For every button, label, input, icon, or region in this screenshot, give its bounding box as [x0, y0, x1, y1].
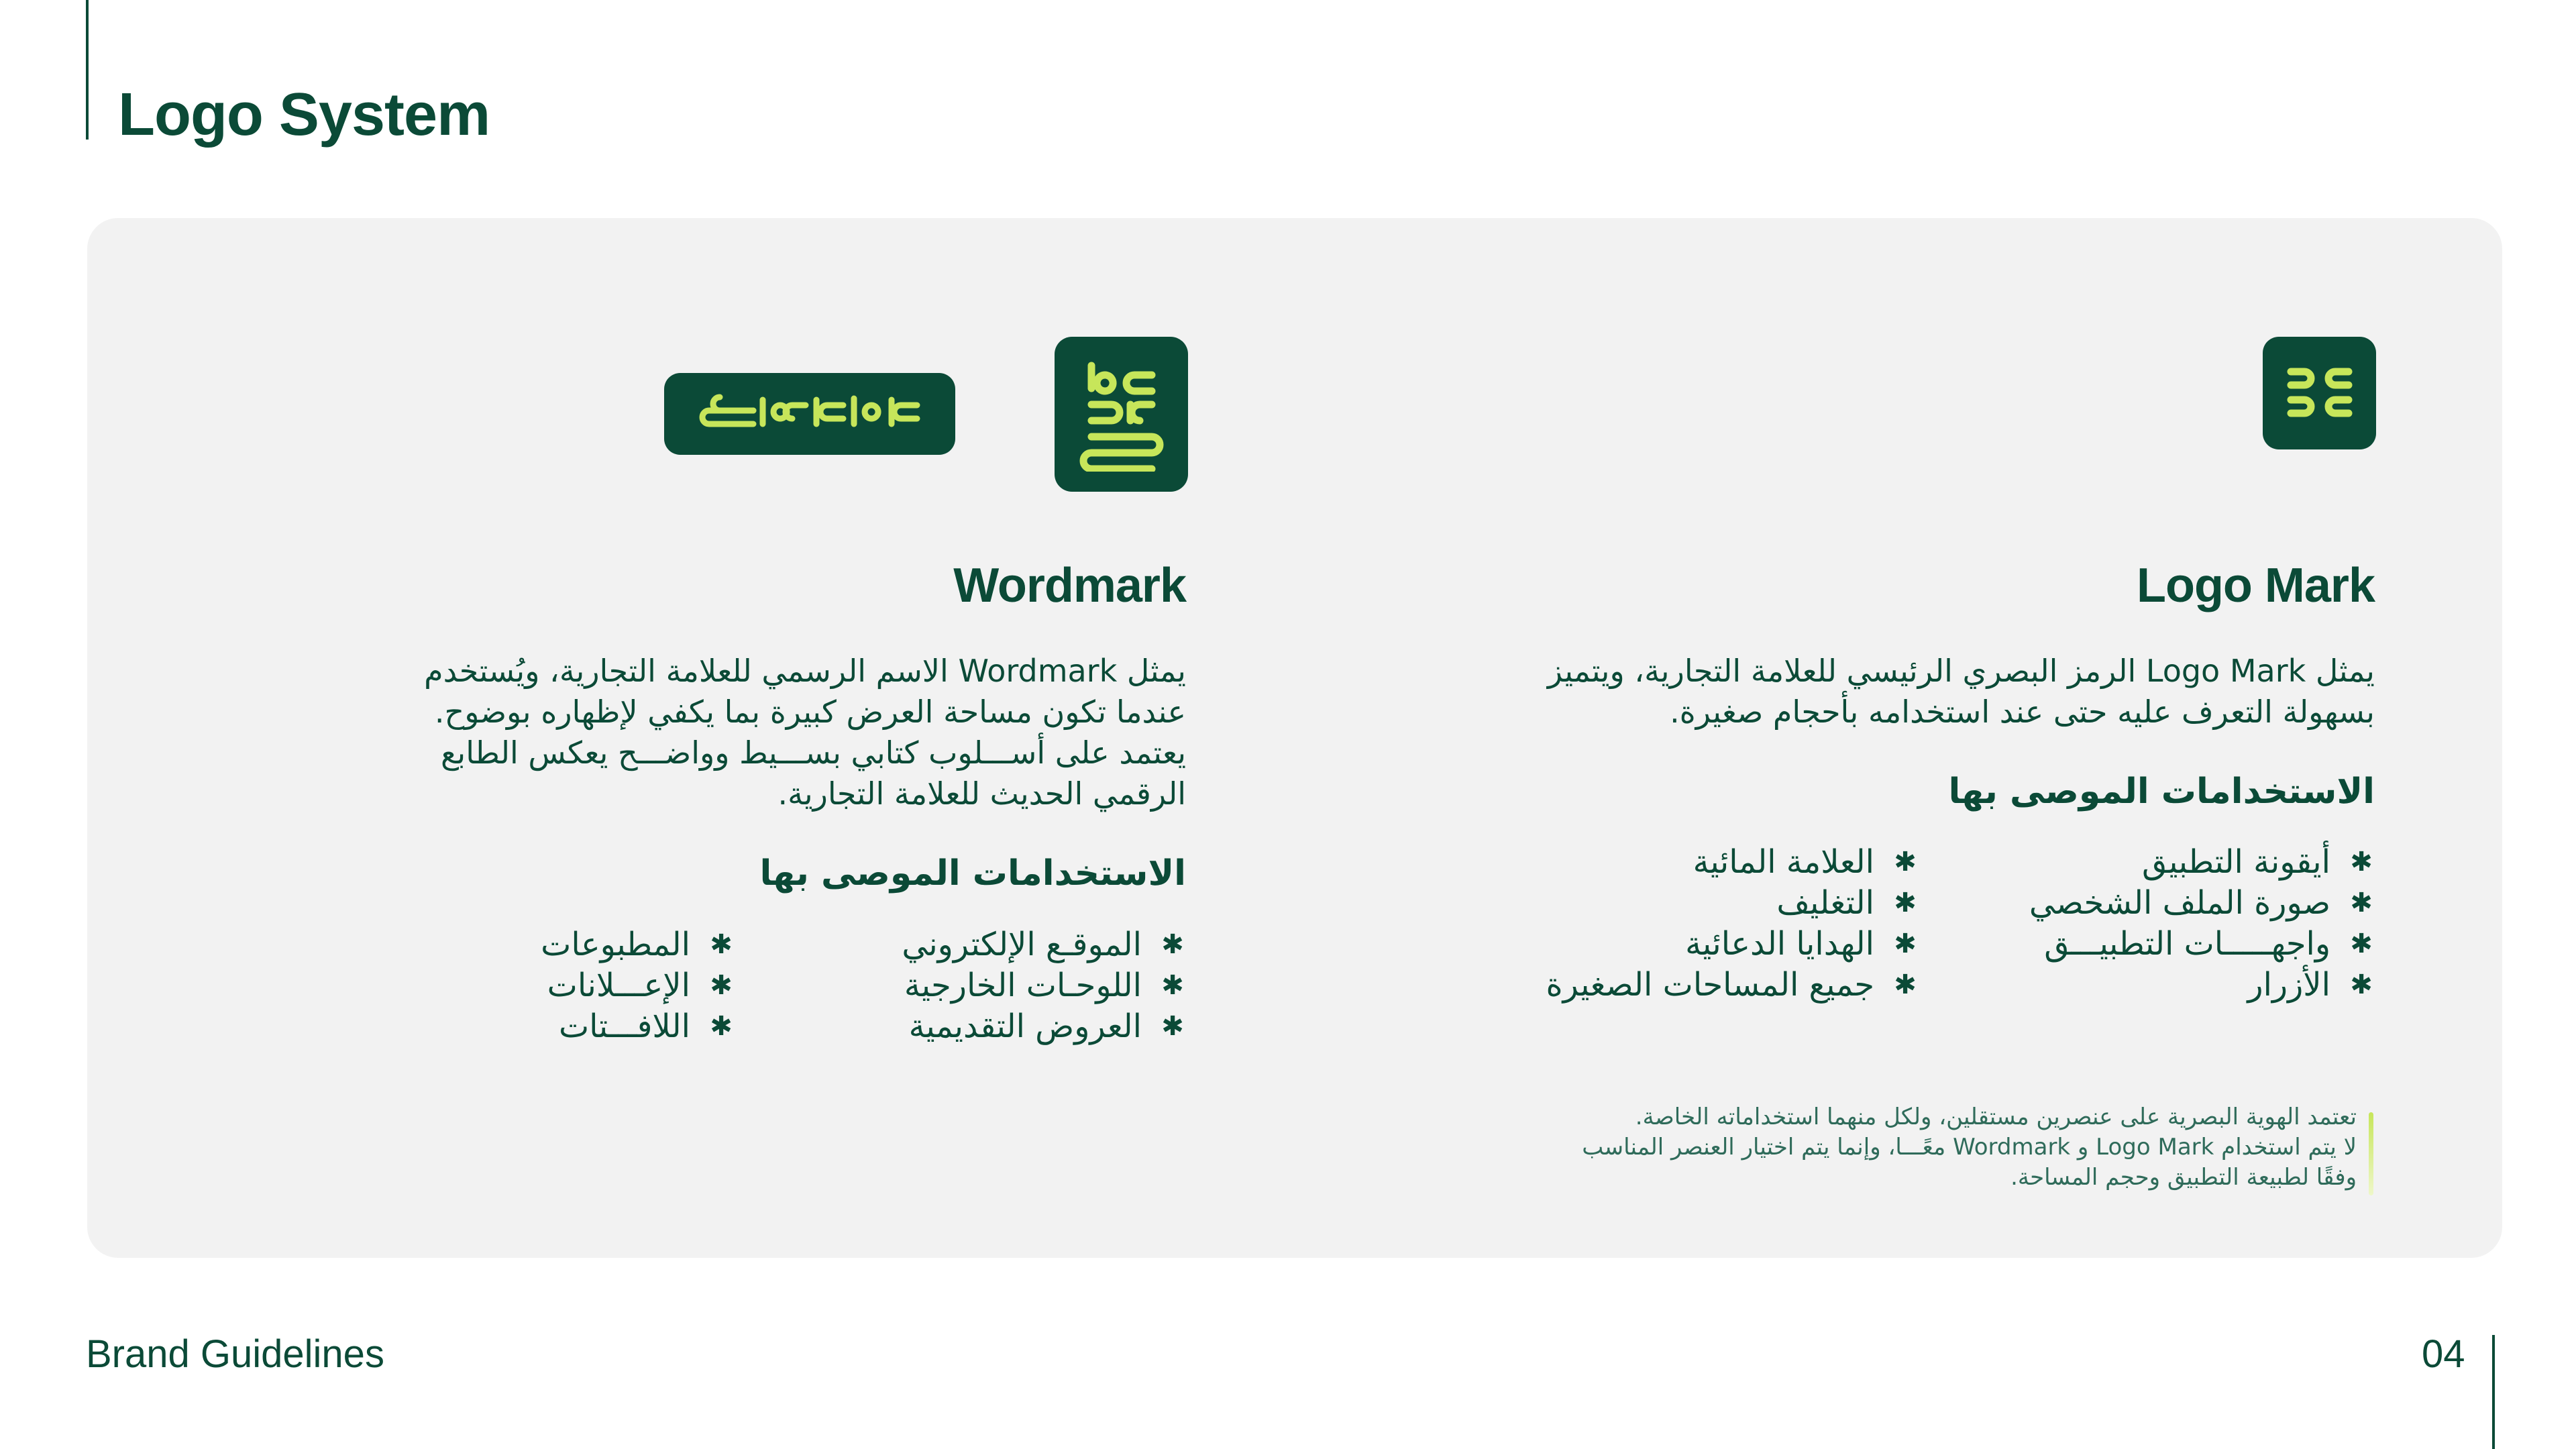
asterisk-bullet-icon: ✱ [2350, 847, 2373, 877]
top-accent-line [86, 0, 89, 140]
list-item: ✱ الموقـع الإلكتروني [902, 924, 1186, 965]
list-item: ✱ الهدايا الدعائية [1546, 924, 1919, 965]
wordmark-description [424, 651, 1186, 814]
wordmark-uses-list-1 [902, 924, 1186, 1047]
asterisk-bullet-icon: ✱ [710, 929, 733, 960]
wordmark-description-line: يعتمد على أســـلوب كتابي بســـيط وواضـــح يعكس الطابع [440, 735, 1186, 771]
list-item: ✱ العلامة المائية [1546, 842, 1919, 883]
wordmark-uses-list-2 [541, 924, 735, 1047]
asterisk-bullet-icon: ✱ [710, 970, 733, 1001]
usage-note-line: لا يتم استخدام Logo Mark و Wordmark معًـــا، وإنما يتم اختيار العنصر المناسب [1582, 1134, 2357, 1161]
asterisk-bullet-icon: ✱ [2350, 928, 2373, 959]
wordmark-description-line: عندما تكون مساحة العرض كبيرة بما يكفي لإظهاره بوضوح. [434, 694, 1186, 730]
usage-note [1582, 1102, 2357, 1193]
asterisk-bullet-icon: ✱ [1894, 928, 1917, 959]
list-item: ✱ الأزرار [2029, 965, 2375, 1006]
list-item: ✱ الإعـــلانات [541, 965, 735, 1006]
wordmark-description-line: الرقمي الحديث للعلامة التجارية. [777, 775, 1186, 812]
asterisk-bullet-icon: ✱ [1161, 1011, 1184, 1042]
footer-brand-guidelines: Brand Guidelines [86, 1332, 384, 1376]
asterisk-bullet-icon: ✱ [1894, 888, 1917, 918]
list-item: ✱ اللوحـات الخارجية [902, 965, 1186, 1006]
asterisk-bullet-icon: ✱ [1161, 970, 1184, 1001]
asterisk-bullet-icon: ✱ [710, 1011, 733, 1042]
usage-note-line: وفقًا لطبيعة التطبيق وحجم المساحة. [2010, 1164, 2357, 1191]
list-item: ✱ أيقونة التطبيق [2029, 842, 2375, 883]
wordmark-heading: Wordmark [953, 559, 1186, 612]
logo-mark-uses-list-2 [1546, 842, 1919, 1006]
bottom-accent-line [2492, 1335, 2495, 1449]
logo-mark-heading: Logo Mark [2136, 559, 2375, 612]
logo-mark-description [1548, 651, 2375, 733]
logo-mark-uses-list-1 [2029, 842, 2375, 1006]
asterisk-bullet-icon: ✱ [2350, 969, 2373, 1000]
brand-wordmark [696, 390, 924, 437]
list-item: ✱ العروض التقديمية [902, 1006, 1186, 1047]
asterisk-bullet-icon: ✱ [2350, 888, 2373, 918]
asterisk-bullet-icon: ✱ [1894, 969, 1917, 1000]
logo-mark-uses-heading: الاستخدامات الموصى بها [1948, 771, 2375, 812]
wordmark-description-line: يمثل Wordmark الاسم الرسمي للعلامة التجارية، ويُستخدم [424, 653, 1186, 689]
note-accent-bar [2369, 1112, 2373, 1195]
list-item: ✱ اللافـــتات [541, 1006, 735, 1047]
logo-mark-description-line: يمثل Logo Mark الرمز البصري الرئيسي للعلامة التجارية، ويتميز [1547, 653, 2375, 689]
brand-logo-mark [2283, 360, 2357, 427]
logo-mark-description-line: بسهولة التعرف عليه حتى عند استخدامه بأحجام صغيرة. [1670, 694, 2375, 730]
logo-mark-stacked-tile [1055, 337, 1188, 492]
page-number: 04 [2422, 1332, 2465, 1376]
brand-logo-mark-stacked [1078, 358, 1165, 472]
list-item: ✱ التغليف [1546, 883, 1919, 924]
list-item: ✱ جميع المساحات الصغيرة [1546, 965, 1919, 1006]
wordmark-tile [664, 373, 955, 455]
asterisk-bullet-icon: ✱ [1894, 847, 1917, 877]
list-item: ✱ صورة الملف الشخصي [2029, 883, 2375, 924]
logo-mark-tile [2263, 337, 2376, 449]
asterisk-bullet-icon: ✱ [1161, 929, 1184, 960]
wordmark-uses-heading: الاستخدامات الموصى بها [759, 853, 1186, 894]
list-item: ✱ واجهـــــات التطبيـــق [2029, 924, 2375, 965]
usage-note-line: تعتمد الهوية البصرية على عنصرين مستقلين، ولكل منهما استخداماته الخاصة. [1635, 1104, 2357, 1130]
page-title: Logo System [118, 81, 490, 148]
list-item: ✱ المطبوعات [541, 924, 735, 965]
